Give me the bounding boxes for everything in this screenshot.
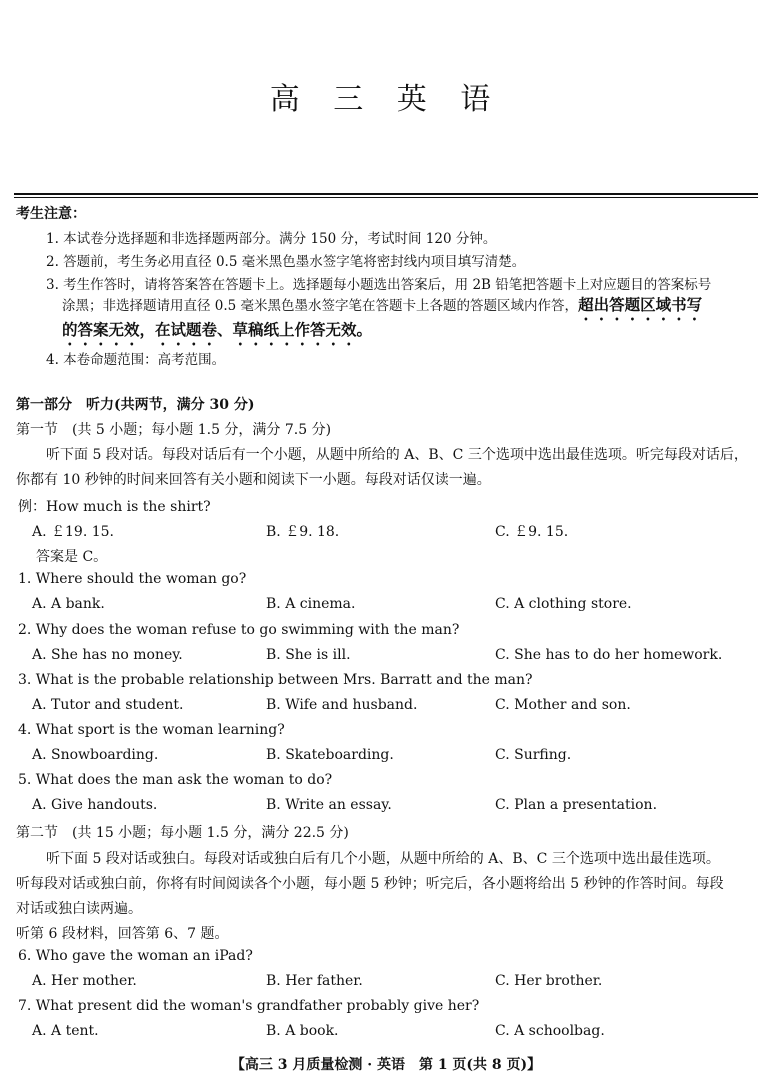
part1-heading: 第一部分 听力(共两节，满分 30 分)	[16, 397, 255, 413]
section2-heading: 第二节 (共 15 小题；每小题 1.5 分，满分 22.5 分)	[16, 825, 349, 841]
page-footer: 【高三 3 月质量检测 · 英语 第 1 页(共 8 页)】	[230, 1057, 542, 1073]
question-4-option-c: C. Surfing.	[495, 747, 572, 763]
example-option-a: A. ￡19. 15.	[32, 524, 114, 540]
question-2-option-c: C. She has to do her homework.	[495, 647, 723, 663]
question-3: 3. What is the probable relationship between Mrs. Barratt and the man?	[18, 672, 533, 688]
question-6-option-a: A. Her mother.	[32, 973, 137, 989]
question-1: 1. Where should the woman go?	[18, 571, 247, 587]
notice-item-1: 1. 本试卷分选择题和非选择题两部分。满分 150 分，考试时间 120 分钟。	[46, 231, 497, 247]
question-7: 7. What present did the woman's grandfather probably give her?	[18, 998, 480, 1014]
question-1-option-a: A. A bank.	[32, 596, 105, 612]
notice-item-3-line3: 的答案无效，在试题卷、草稿纸上作答无效。	[62, 320, 373, 339]
question-6-option-c: C. Her brother.	[495, 973, 603, 989]
question-1-option-c: C. A clothing store.	[495, 596, 632, 612]
question-3-option-c: C. Mother and son.	[495, 697, 631, 713]
question-4-option-b: B. Skateboarding.	[266, 747, 394, 763]
section2-instructions-line1: 听下面 5 段对话或独白。每段对话或独白后有几个小题，从题中所给的 A、B、C 三个选项中选出最佳选项。	[46, 851, 720, 867]
question-6-option-b: B. Her father.	[266, 973, 363, 989]
question-2-option-b: B. She is ill.	[266, 647, 351, 663]
question-5-option-a: A. Give handouts.	[32, 797, 158, 813]
example-question: 例：How much is the shirt?	[18, 499, 211, 515]
question-6: 6. Who gave the woman an iPad?	[18, 948, 253, 964]
notice-item-4: 4. 本卷命题范围：高考范围。	[46, 352, 226, 368]
header-rule-thin	[14, 197, 758, 198]
notice-item-2: 2. 答题前，考生务必用直径 0.5 毫米黑色墨水签字笔将密封线内项目填写清楚。	[46, 254, 526, 270]
question-7-option-a: A. A tent.	[32, 1023, 99, 1039]
question-2: 2. Why does the woman refuse to go swimming with the man?	[18, 622, 460, 638]
section1-heading: 第一节 (共 5 小题；每小题 1.5 分，满分 7.5 分)	[16, 422, 332, 438]
section1-instructions-line2: 你都有 10 秒钟的时间来回答有关小题和阅读下一小题。每段对话仅读一遍。	[16, 472, 491, 488]
question-5-option-b: B. Write an essay.	[266, 797, 392, 813]
example-answer: 答案是 C。	[36, 549, 108, 565]
header-rule	[14, 193, 758, 195]
question-7-option-b: B. A book.	[266, 1023, 339, 1039]
question-5: 5. What does the man ask the woman to do?	[18, 772, 333, 788]
example-option-c: C. ￡9. 15.	[495, 524, 569, 540]
question-2-option-a: A. She has no money.	[32, 647, 183, 663]
section1-instructions-line1: 听下面 5 段对话。每段对话后有一个小题，从题中所给的 A、B、C 三个选项中选出最佳选项。听完每段对话后，	[46, 447, 748, 463]
material-6-instruction: 听第 6 段材料，回答第 6、7 题。	[16, 926, 229, 942]
question-4-option-a: A. Snowboarding.	[32, 747, 159, 763]
notice-item-3-plain: 涂黑；非选择题请用直径 0.5 毫米黑色墨水签字笔在答题卡上各题的答题区域内作答，	[62, 298, 579, 314]
exam-title: 高 三 英 语	[269, 82, 503, 117]
question-3-option-b: B. Wife and husband.	[266, 697, 418, 713]
question-7-option-c: C. A schoolbag.	[495, 1023, 605, 1039]
question-1-option-b: B. A cinema.	[266, 596, 356, 612]
section2-instructions-line3: 对话或独白读两遍。	[16, 901, 142, 917]
question-4: 4. What sport is the woman learning?	[18, 722, 285, 738]
question-3-option-a: A. Tutor and student.	[32, 697, 184, 713]
notice-item-3-emphasis: 超出答题区域书写	[578, 295, 703, 314]
question-5-option-c: C. Plan a presentation.	[495, 797, 658, 813]
notice-heading: 考生注意：	[16, 206, 86, 222]
example-option-b: B. ￡9. 18.	[266, 524, 340, 540]
section2-instructions-line2: 听每段对话或独白前，你将有时间阅读各个小题，每小题 5 秒钟；听完后，各小题将给出 5 秒钟的作答时间。每段	[16, 876, 724, 892]
notice-item-3-line1: 3. 考生作答时，请将答案答在答题卡上。选择题每小题选出答案后，用 2B 铅笔把答题卡上对应题目的答案标号	[46, 277, 712, 293]
